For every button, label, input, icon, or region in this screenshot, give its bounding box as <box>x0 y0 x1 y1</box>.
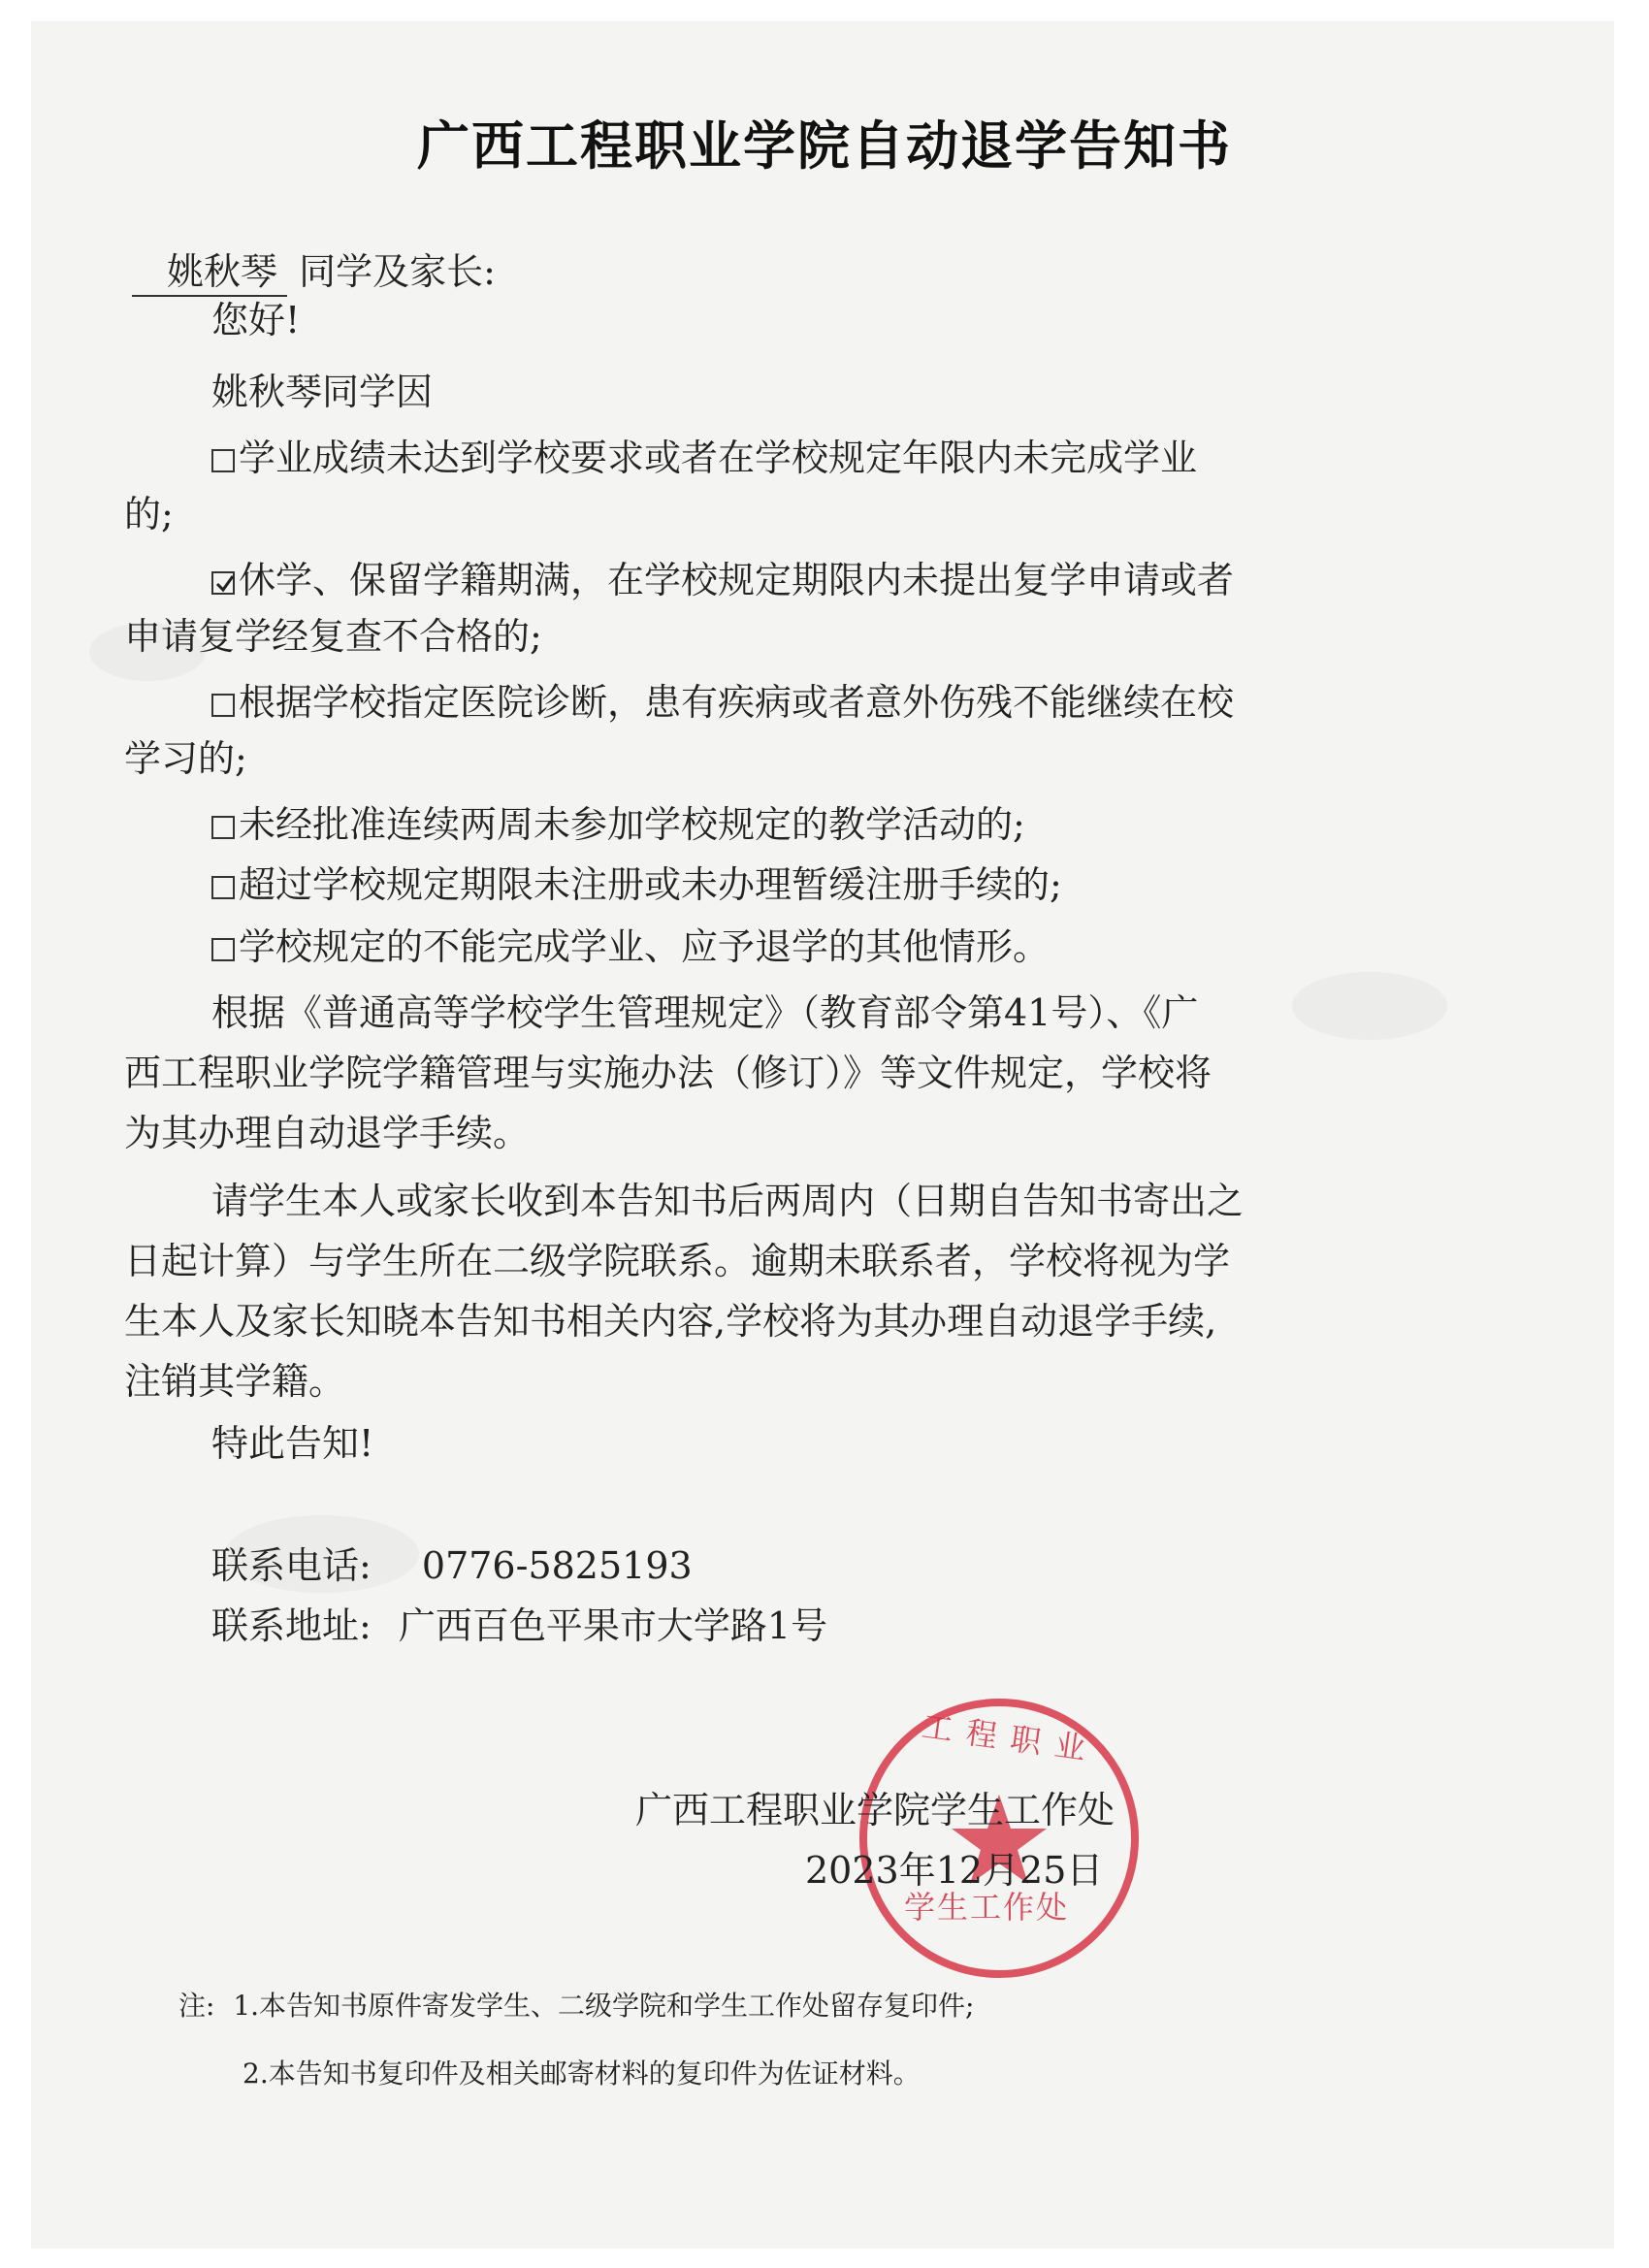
note-line <box>178 1989 975 2024</box>
option-item <box>211 861 1062 908</box>
option-item <box>211 679 1234 726</box>
paragraph-line: 根据《普通高等学校学生管理规定》（教育部令第41号）、《广 <box>211 991 1199 1034</box>
option-text: 根据学校指定医院诊断，患有疾病或者意外伤残不能继续在校 <box>239 681 1235 724</box>
signing-date: 2023年12月25日 <box>805 1849 1104 1892</box>
seal-top-text: 工程职业 <box>919 1707 1102 1769</box>
paragraph-line: 请学生本人或家长收到本告知书后两周内（日期自告知书寄出之 <box>211 1180 1245 1222</box>
checkbox-checked-icon <box>211 571 235 595</box>
student-name: 姚秋琴 <box>132 248 287 297</box>
checkbox-empty-icon <box>211 816 235 839</box>
option-continuation: 学习的; <box>124 737 247 780</box>
option-text: 超过学校规定期限未注册或未办理暂缓注册手续的; <box>239 863 1062 906</box>
hello-text: 您好! <box>211 299 301 341</box>
paragraph-line: 为其办理自动退学手续。 <box>124 1112 531 1154</box>
checkbox-empty-icon <box>211 694 235 717</box>
option-text: 学业成绩未达到学校要求或者在学校规定年限内未完成学业 <box>239 437 1198 479</box>
checkbox-empty-icon <box>211 876 235 899</box>
closing-text: 特此告知! <box>211 1422 374 1465</box>
option-continuation: 的; <box>124 493 174 535</box>
addressee-line <box>132 248 496 297</box>
option-item <box>211 557 1234 603</box>
option-continuation: 申请复学经复查不合格的; <box>124 615 542 658</box>
document-title: 广西工程职业学院自动退学告知书 <box>417 115 1232 177</box>
note-label: 注: <box>178 1990 215 2022</box>
phone-label: 联系电话: <box>211 1544 372 1587</box>
signing-office: 广西工程职业学院学生工作处 <box>635 1789 1116 1831</box>
option-item <box>211 801 1025 848</box>
phone-number: 0776-5825193 <box>421 1544 693 1587</box>
address-label: 联系地址: <box>211 1604 372 1647</box>
seal-bottom-text: 学生工作处 <box>904 1889 1070 1926</box>
note-item: 1.本告知书原件寄发学生、二级学院和学生工作处留存复印件; <box>233 1990 975 2022</box>
paragraph-line: 生本人及家长知晓本告知书相关内容,学校将为其办理自动退学手续, <box>124 1300 1217 1343</box>
checkbox-empty-icon <box>211 449 235 472</box>
official-seal <box>854 1693 1145 1984</box>
paragraph-line: 日起计算）与学生所在二级学院联系。逾期未联系者，学校将视为学 <box>124 1240 1231 1282</box>
addressee-suffix: 同学及家长: <box>299 250 496 293</box>
checkbox-empty-icon <box>211 938 235 961</box>
option-text: 休学、保留学籍期满，在学校规定期限内未提出复学申请或者 <box>239 559 1235 601</box>
option-item <box>211 923 1050 970</box>
option-text: 学校规定的不能完成学业、应予退学的其他情形。 <box>239 925 1051 968</box>
paragraph-line: 注销其学籍。 <box>124 1360 346 1403</box>
address-value: 广西百色平果市大学路1号 <box>398 1604 828 1647</box>
note-item: 2.本告知书复印件及相关邮寄材料的复印件为佐证材料。 <box>242 2057 921 2090</box>
paragraph-line: 西工程职业学院学籍管理与实施办法（修订）》等文件规定，学校将 <box>124 1052 1212 1094</box>
option-item <box>211 435 1197 481</box>
contact-address <box>211 1603 827 1649</box>
intro-text: 姚秋琴同学因 <box>211 371 434 413</box>
option-text: 未经批准连续两周未参加学校规定的教学活动的; <box>239 803 1025 846</box>
contact-phone <box>211 1542 693 1589</box>
paper-texture <box>1292 972 1447 1040</box>
